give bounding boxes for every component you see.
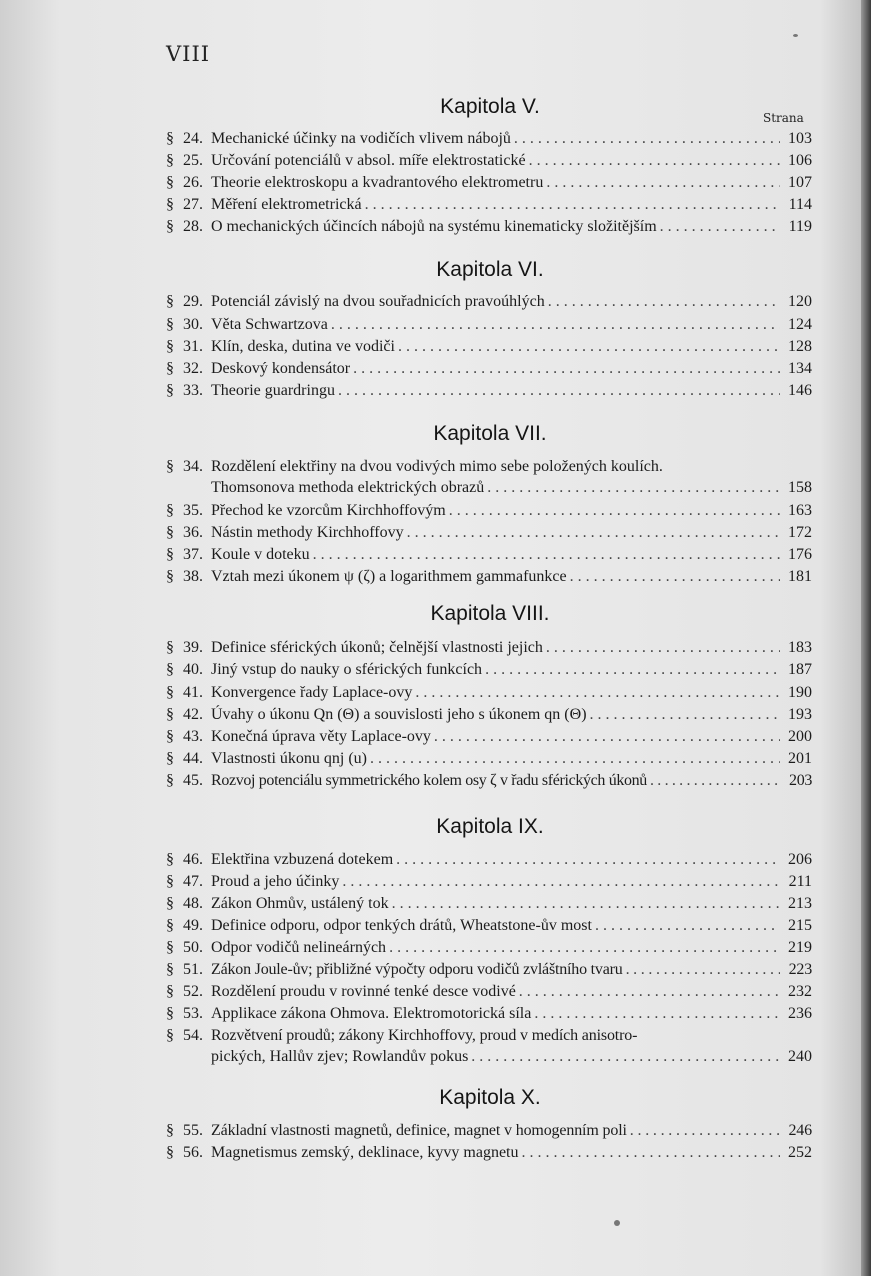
section-title: Úvahy o úkonu Qn (Θ) a souvislosti jeho s úkonem qn (Θ)	[211, 706, 587, 723]
section-title: Základní vlastnosti magnetů, definice, magnet v homogenním poli	[211, 1122, 627, 1139]
section-title-continued: pických, Hallův zjev; Rowlandův pokus	[211, 1048, 469, 1065]
section-title: Zákon Joule-ův; přibližné výpočty odporu vodičů zvláštního tvaru	[211, 961, 623, 978]
chapter-heading: Kapitola VI.	[436, 258, 544, 281]
section-title: Deskový kondensátor	[211, 360, 351, 377]
page-ref: 183	[788, 639, 812, 656]
section-symbol: §	[166, 728, 174, 745]
page-ref: 120	[788, 293, 812, 310]
section-number: 36.	[183, 524, 203, 541]
page-ref: 246	[788, 1122, 812, 1139]
section-number: 26.	[183, 174, 203, 191]
page-ref: 124	[788, 316, 812, 333]
section-title: Potenciál závislý na dvou souřadnicích pravoúhlých	[211, 293, 545, 310]
page-ref: 176	[788, 546, 812, 563]
section-symbol: §	[166, 772, 174, 789]
section-symbol: §	[166, 546, 174, 563]
section-symbol: §	[166, 174, 174, 191]
section-symbol: §	[166, 568, 174, 585]
section-symbol: §	[166, 218, 174, 235]
section-symbol: §	[166, 917, 174, 934]
section-symbol: §	[166, 458, 174, 475]
section-number: 27.	[183, 196, 203, 213]
page-ref: 206	[788, 851, 812, 868]
section-title: Jiný vstup do nauky o sférických funkcích	[211, 661, 483, 678]
section-symbol: §	[166, 750, 174, 767]
section-title: Elektřina vzbuzená dotekem	[211, 851, 394, 868]
page-ref: 193	[788, 706, 812, 723]
section-title: Vlastnosti úkonu qnj (u)	[211, 750, 367, 767]
chapter-heading: Kapitola VIII.	[430, 602, 550, 625]
section-number: 40.	[183, 661, 203, 678]
section-title: Odpor vodičů nelineárných	[211, 939, 387, 956]
section-number: 33.	[183, 382, 203, 399]
page-ref: 134	[788, 360, 812, 377]
page-number: VIII	[166, 42, 211, 66]
section-symbol: §	[166, 939, 174, 956]
page-ref: 240	[788, 1048, 812, 1065]
section-number: 30.	[183, 316, 203, 333]
section-symbol: §	[166, 152, 174, 169]
section-symbol: §	[166, 316, 174, 333]
section-number: 28.	[183, 218, 203, 235]
page-ref: 158	[788, 479, 812, 496]
section-symbol: §	[166, 661, 174, 678]
section-title: Magnetismus zemský, deklinace, kyvy magnetu	[211, 1144, 519, 1161]
paper-speck	[793, 34, 798, 37]
section-number: 41.	[183, 684, 203, 701]
page-ref: 106	[788, 152, 812, 169]
section-symbol: §	[166, 639, 174, 656]
page-ref: 203	[789, 772, 812, 789]
section-symbol: §	[166, 1122, 174, 1139]
section-title: Konečná úprava věty Laplace-ovy	[211, 728, 431, 745]
section-number: 49.	[183, 917, 203, 934]
section-symbol: §	[166, 196, 174, 213]
section-number: 34.	[183, 458, 203, 475]
section-number: 53.	[183, 1005, 203, 1022]
section-number: 31.	[183, 338, 203, 355]
section-title: Rozvoj potenciálu symmetrického kolem osy ζ v řadu sférických úkonů	[211, 772, 647, 789]
page-ref: 215	[788, 917, 812, 934]
section-symbol: §	[166, 983, 174, 1000]
section-title: Přechod ke vzorcům Kirchhoffovým	[211, 502, 446, 519]
section-title: Klín, deska, dutina ve vodiči	[211, 338, 395, 355]
page-ref: 211	[788, 873, 812, 890]
section-number: 25.	[183, 152, 203, 169]
section-symbol: §	[166, 961, 174, 978]
section-symbol: §	[166, 851, 174, 868]
section-symbol: §	[166, 524, 174, 541]
section-number: 50.	[183, 939, 203, 956]
section-title: Rozdělení proudu v rovinné tenké desce vodivé	[211, 983, 516, 1000]
section-title: O mechanických účincích nábojů na systému kinematicky složitějším	[211, 218, 657, 235]
page-ref: 119	[788, 218, 812, 235]
section-number: 39.	[183, 639, 203, 656]
page-ref: 223	[788, 961, 812, 978]
page-ref: 181	[788, 568, 812, 585]
section-number: 38.	[183, 568, 203, 585]
page-ref: 107	[788, 174, 812, 191]
section-symbol: §	[166, 360, 174, 377]
section-title: Applikace zákona Ohmova. Elektromotorická síla	[211, 1005, 532, 1022]
chapter-heading: Kapitola IX.	[436, 815, 544, 838]
section-title: Rozvětvení proudů; zákony Kirchhoffovy, proud v medích anisotro-	[211, 1027, 638, 1044]
section-symbol: §	[166, 684, 174, 701]
section-number: 37.	[183, 546, 203, 563]
page-ref: 172	[788, 524, 812, 541]
section-symbol: §	[166, 293, 174, 310]
section-number: 46.	[183, 851, 203, 868]
page-ref: 114	[788, 196, 812, 213]
section-number: 43.	[183, 728, 203, 745]
section-title: Mechanické účinky na vodičích vlivem nábojů	[211, 130, 511, 147]
section-symbol: §	[166, 1144, 174, 1161]
page-ref: 201	[788, 750, 812, 767]
section-title-continued: Thomsonova methoda elektrických obrazů	[211, 479, 485, 496]
section-title: Theorie guardringu	[211, 382, 335, 399]
section-symbol: §	[166, 1005, 174, 1022]
section-symbol: §	[166, 382, 174, 399]
section-title: Definice odporu, odpor tenkých drátů, Wheatstone-ův most	[211, 917, 592, 934]
paper-speck	[614, 1220, 620, 1226]
chapter-heading: Kapitola VII.	[433, 422, 547, 445]
section-number: 55.	[183, 1122, 203, 1139]
section-symbol: §	[166, 706, 174, 723]
page-ref: 190	[788, 684, 812, 701]
section-title: Theorie elektroskopu a kvadrantového elektrometru	[211, 174, 544, 191]
page-ref: 232	[788, 983, 812, 1000]
section-number: 42.	[183, 706, 203, 723]
page-edge-shadow	[861, 0, 871, 1276]
section-title: Proud a jeho účinky	[211, 873, 340, 890]
page-ref: 128	[788, 338, 812, 355]
section-title: Koule v doteku	[211, 546, 310, 563]
section-title: Měření elektrometrická	[211, 196, 362, 213]
section-symbol: §	[166, 130, 174, 147]
page-ref: 103	[788, 130, 812, 147]
section-symbol: §	[166, 895, 174, 912]
page-ref: 236	[788, 1005, 812, 1022]
section-symbol: §	[166, 1027, 174, 1044]
page-column-header: Strana	[763, 111, 804, 125]
section-title: Definice sférických úkonů; čelnější vlastnosti jejich	[211, 639, 543, 656]
section-title: Nástin methody Kirchhoffovy	[211, 524, 404, 541]
section-title: Zákon Ohmův, ustálený tok	[211, 895, 389, 912]
section-symbol: §	[166, 873, 174, 890]
page-ref: 252	[788, 1144, 812, 1161]
section-number: 54.	[183, 1027, 203, 1044]
section-symbol: §	[166, 502, 174, 519]
chapter-heading: Kapitola X.	[439, 1086, 541, 1109]
section-number: 24.	[183, 130, 203, 147]
section-title: Konvergence řady Laplace-ovy	[211, 684, 413, 701]
page-ref: 187	[788, 661, 812, 678]
page-ref: 219	[788, 939, 812, 956]
section-title: Rozdělení elektřiny na dvou vodivých mimo sebe položených koulích.	[211, 458, 663, 475]
section-number: 32.	[183, 360, 203, 377]
section-number: 45.	[183, 772, 203, 789]
page-ref: 163	[788, 502, 812, 519]
section-number: 44.	[183, 750, 203, 767]
section-number: 29.	[183, 293, 203, 310]
page-ref: 213	[788, 895, 812, 912]
section-title: Věta Schwartzova	[211, 316, 328, 333]
section-number: 51.	[183, 961, 203, 978]
section-number: 56.	[183, 1144, 203, 1161]
chapter-heading: Kapitola V.	[440, 95, 540, 118]
section-number: 35.	[183, 502, 203, 519]
section-number: 52.	[183, 983, 203, 1000]
page-ref: 200	[788, 728, 812, 745]
page-ref: 146	[788, 382, 812, 399]
section-number: 48.	[183, 895, 203, 912]
section-title: Určování potenciálů v absol. míře elektrostatické	[211, 152, 526, 169]
section-symbol: §	[166, 338, 174, 355]
section-number: 47.	[183, 873, 203, 890]
section-title: Vztah mezi úkonem ψ (ζ) a logarithmem gammafunkce	[211, 568, 567, 585]
